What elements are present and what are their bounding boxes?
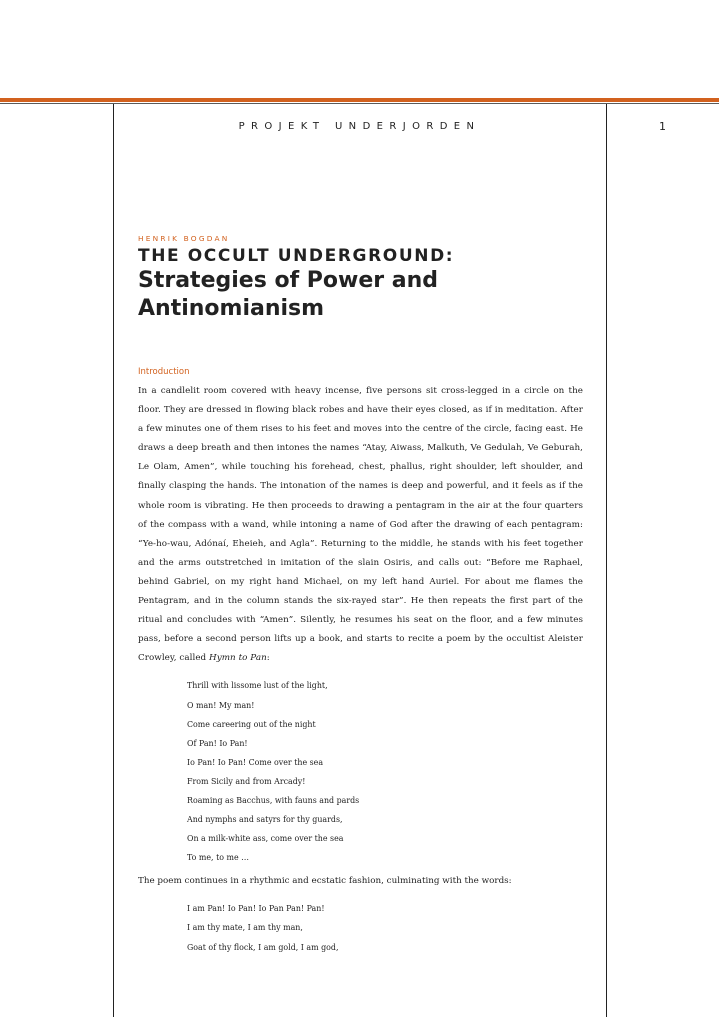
verse-line: Of Pan! Io Pan! bbox=[187, 738, 248, 748]
verse-line: Roaming as Bacchus, with fauns and pards bbox=[187, 795, 360, 805]
verse-block-1 bbox=[187, 676, 583, 867]
paragraph-1-text: In a candlelit room covered with heavy incense, five persons sit cross-legged in a circle on the floor. They are dressed in flowing black robes and have their eyes closed, as if in meditation. After a few minutes one of them rises to his feet and moves into the centre of the circle, facing east. He draws a deep breath and then intones the names “Atay, Aiwass, Malkuth, Ve Gedulah, Ve Geburah, Le Olam, Amen”, while touching his forehead, chest, phallus, right shoulder, left shoulder, and finally clasping the hands. The intonation of the names is deep and powerful, and it feels as if the whole room is vibrating. He then proceeds to drawing a pentagram in the air at the four quarters of the compass with a wand, while intoning a name of God after the drawing of each pentagram: “Ye-ho-wau, Adónaí, Eheieh, and Agla”. Returning to the middle, he stands with his feet together and the arms outstretched in imitation of the slain Osiris, and calls out: “Before me Raphael, behind Gabriel, on my right hand Michael, on my left hand Auriel. For about me flames the Pentagram, and in the column stands the six-rayed star”. He then repeats the first part of the ritual and concludes with “Amen”. Silently, he resumes his seat on the floor, and a few minutes pass, before a second person lifts up a book, and starts to recite a poem by the occultist Aleister Crowley, called bbox=[138, 386, 583, 664]
verse-line: Goat of thy flock, I am gold, I am god, bbox=[187, 942, 339, 952]
article-title: THE OCCULT UNDERGROUND: bbox=[138, 246, 455, 266]
verse-line: To me, to me … bbox=[187, 853, 250, 863]
verse-line: Thrill with lissome lust of the light, bbox=[187, 681, 328, 691]
article-subtitle: Strategies of Power and Antinomianism bbox=[138, 268, 439, 321]
header-rule-dark bbox=[0, 103, 719, 104]
verse-line: O man! My man! bbox=[187, 700, 255, 710]
verse-line: On a milk-white ass, come over the sea bbox=[187, 834, 344, 844]
verse-line: Io Pan! Io Pan! Come over the sea bbox=[187, 757, 324, 767]
verse-block-2 bbox=[187, 899, 583, 956]
section-heading: Introduction bbox=[138, 367, 190, 377]
paragraph-1 bbox=[138, 382, 583, 668]
running-head: PROJEKT UNDERJORDEN bbox=[238, 121, 481, 132]
verse-line: I am thy mate, I am thy man, bbox=[187, 923, 303, 933]
header-rule-orange bbox=[0, 98, 719, 102]
verse-line: From Sicily and from Arcady! bbox=[187, 776, 306, 786]
left-margin-line bbox=[113, 104, 114, 1017]
verse-line: Come careering out of the night bbox=[187, 719, 316, 729]
verse-line: And nymphs and satyrs for thy guards, bbox=[187, 815, 343, 825]
paragraph-2: The poem continues in a rhythmic and ecstatic fashion, culminating with the words: bbox=[138, 876, 512, 887]
verse-line: I am Pan! Io Pan! Io Pan Pan! Pan! bbox=[187, 904, 325, 914]
poem-title: Hymn to Pan bbox=[209, 653, 267, 664]
right-margin-line bbox=[606, 104, 607, 1017]
page-number: 1 bbox=[659, 120, 666, 133]
paragraph-1-end: : bbox=[266, 653, 270, 664]
author-name: HENRIK BOGDAN bbox=[138, 234, 230, 243]
article-body bbox=[138, 233, 583, 957]
